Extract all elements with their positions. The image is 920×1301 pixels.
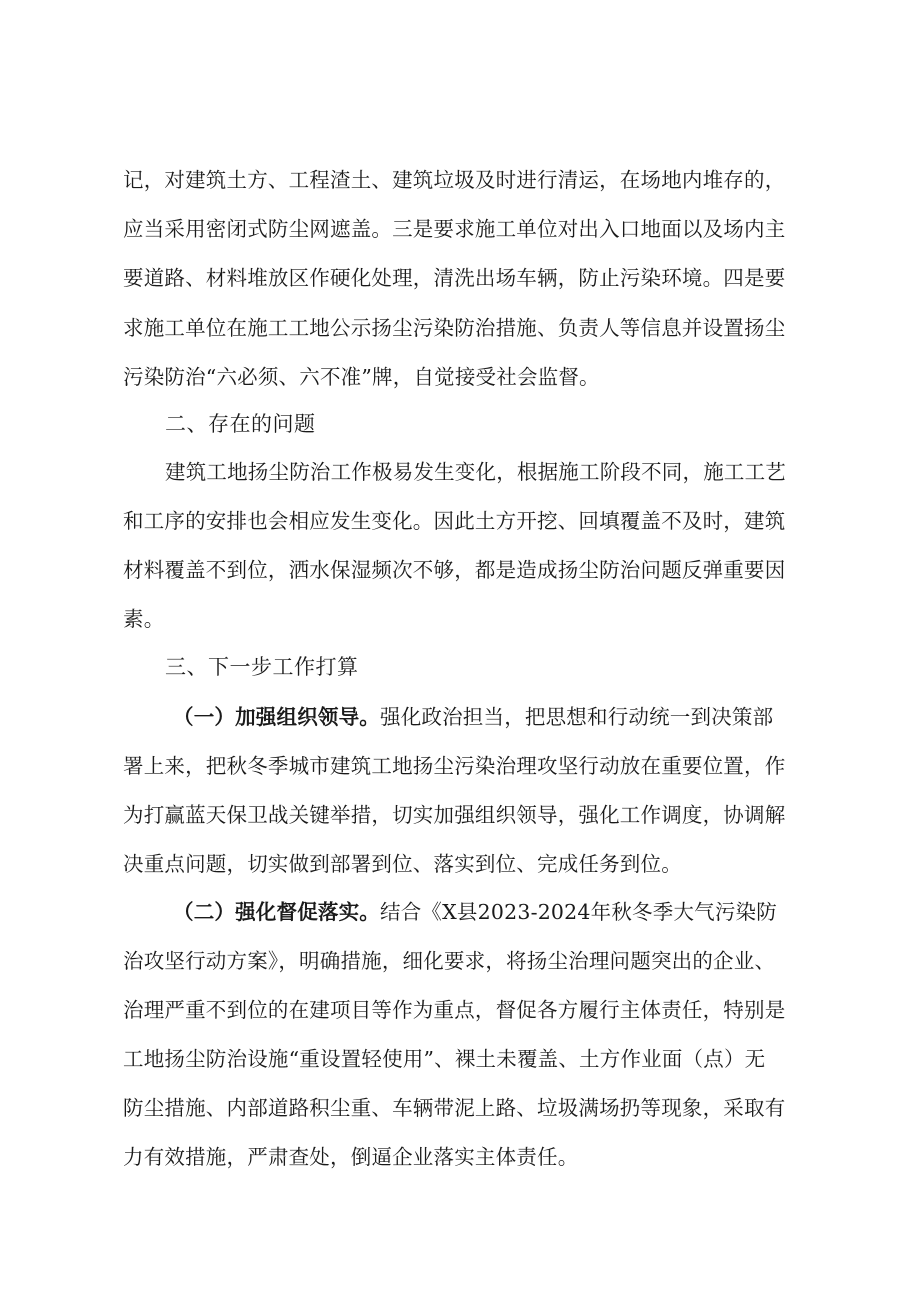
paragraph-line: 决重点问题，切实做到部署到位、落实到位、完成任务到位。 [123, 852, 682, 876]
subsection-text: 强化政治担当，把思想和行动统一到决策部 [380, 705, 774, 729]
paragraph-line: 工地扬尘防治设施“重设置轻使用”、裸土未覆盖、土方作业面（点）无 [123, 1047, 766, 1071]
paragraph-line: 应当采用密闭式防尘网遮盖。三是要求施工单位对出入口地面以及场内主 [123, 217, 786, 241]
paragraph-line: 防尘措施、内部道路积尘重、车辆带泥上路、垃圾满场扔等现象，采取有 [123, 1096, 786, 1120]
paragraph-line: 和工序的安排也会相应发生变化。因此土方开挖、回填覆盖不及时，建筑 [123, 509, 786, 533]
paragraph-line: 治理严重不到位的在建项目等作为重点，督促各方履行主体责任，特别是 [123, 998, 786, 1022]
paragraph-line: 污染防治“六必须、六不准”牌，自觉接受社会监督。 [123, 365, 600, 389]
paragraph-line: 为打赢蓝天保卫战关键举措，切实加强组织领导，强化工作调度，协调解 [123, 803, 786, 827]
paragraph-line: 求施工单位在施工工地公示扬尘污染防治措施、负责人等信息并设置扬尘 [123, 316, 786, 340]
subsection-first-line [0, 703, 920, 731]
paragraph-line: 记，对建筑土方、工程渣土、建筑垃圾及时进行清运，在场地内堆存的， [123, 168, 786, 192]
paragraph-line: 治攻坚行动方案》，明确措施，细化要求，将扬尘治理问题突出的企业、 [123, 949, 776, 973]
subsection-title-supervision: （二）强化督促落实。 [173, 900, 380, 924]
paragraph-line: 要道路、材料堆放区作硬化处理，清洗出场车辆，防止污染环境。四是要 [123, 266, 786, 290]
subsection-text: 结合《X县2023-2024年秋冬季大气污染防 [380, 900, 777, 924]
paragraph-line: 署上来，把秋冬季城市建筑工地扬尘污染治理攻坚行动放在重要位置，作 [123, 754, 786, 778]
subsection-title-organization: （一）加强组织领导。 [173, 705, 380, 729]
paragraph-line: 建筑工地扬尘防治工作极易发生变化，根据施工阶段不同，施工工艺 [165, 460, 786, 484]
paragraph-line: 素。 [123, 607, 165, 631]
section-heading-problems: 二、存在的问题 [165, 412, 316, 436]
section-heading-next-steps: 三、下一步工作打算 [165, 655, 359, 679]
paragraph-line: 材料覆盖不到位，洒水保湿频次不够，都是造成扬尘防治问题反弹重要因 [123, 558, 786, 582]
subsection-first-line [0, 898, 920, 926]
paragraph-line: 力有效措施，严肃查处，倒逼企业落实主体责任。 [123, 1145, 579, 1169]
